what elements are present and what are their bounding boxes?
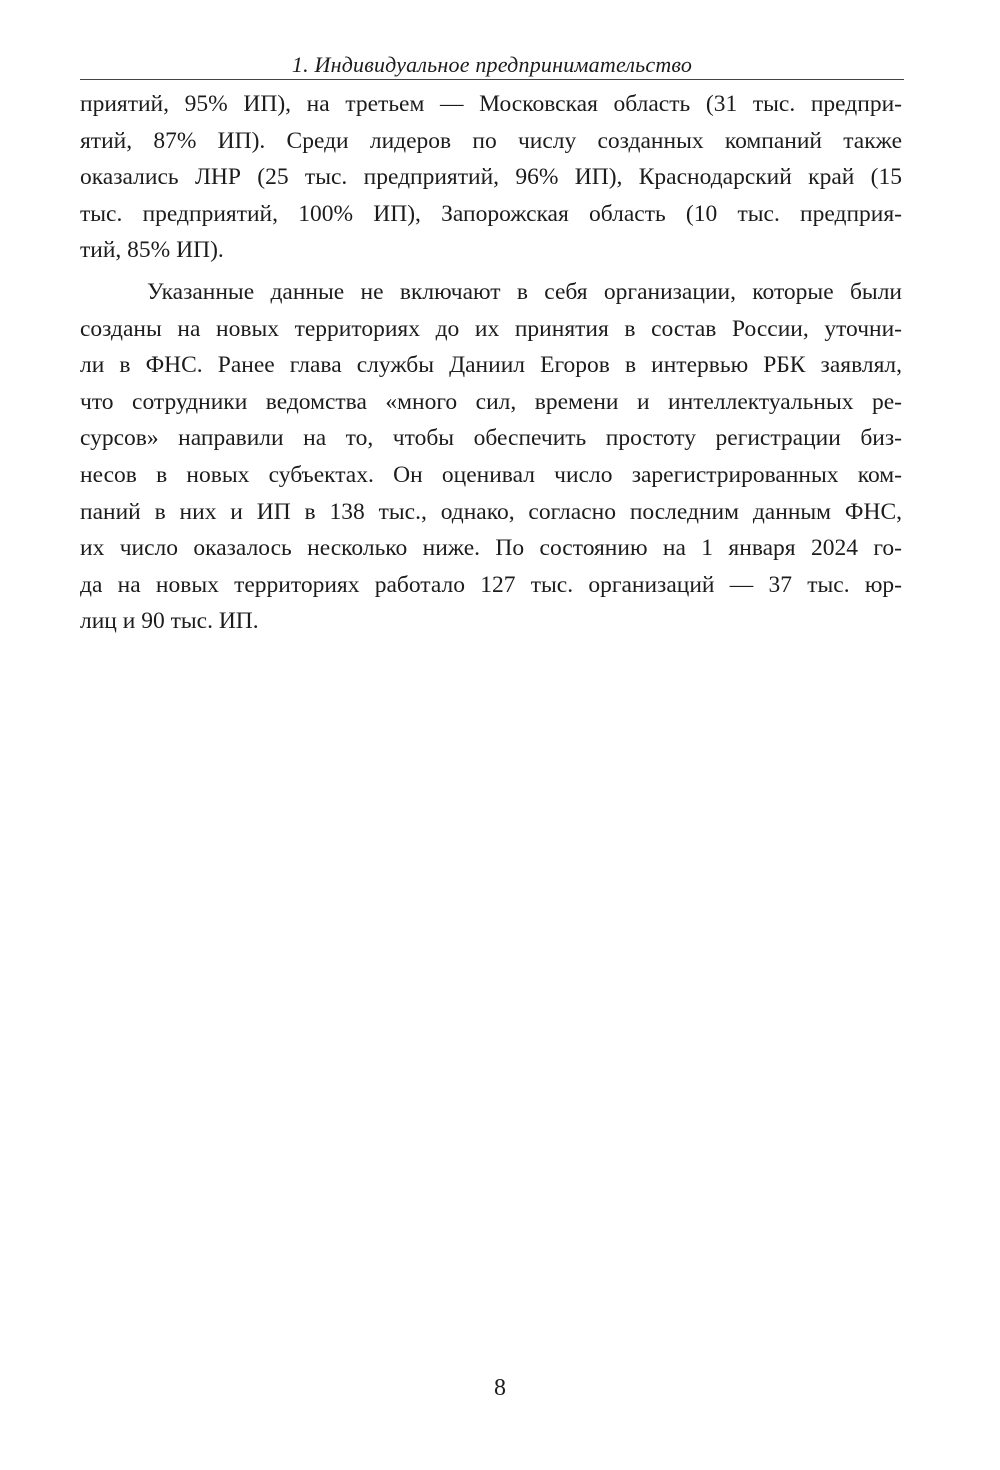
paragraph-2 — [80, 274, 902, 640]
text-line: что сотрудники ведомства «много сил, времени и интеллектуальных ре- — [80, 388, 902, 415]
text-line: ли в ФНС. Ранее глава службы Даниил Егоров в интервью РБК заявлял, — [80, 352, 902, 379]
header-rule — [80, 79, 904, 80]
text-line: тий, 85% ИП). — [80, 237, 224, 264]
text-line: паний в них и ИП в 138 тыс., однако, согласно последним данным ФНС, — [80, 498, 902, 525]
text-line: приятий, 95% ИП), на третьем — Московская область (31 тыс. предпри- — [80, 91, 902, 117]
page-header — [80, 50, 904, 84]
text-line: сурсов» направили на то, чтобы обеспечить простоту регистрации биз- — [80, 425, 902, 452]
text-line: оказались ЛНР (25 тыс. предприятий, 96% ИП), Краснодарский край (15 — [80, 164, 902, 191]
text-line: их число оказалось несколько ниже. По состоянию на 1 января 2024 го- — [80, 535, 902, 562]
text-line: да на новых территориях работало 127 тыс. организаций — 37 тыс. юр- — [80, 571, 902, 598]
paragraph-1 — [80, 86, 902, 269]
body-text — [80, 86, 902, 640]
page-number: 8 — [494, 1375, 506, 1401]
text-line: несов в новых субъектах. Он оценивал число зарегистрированных ком- — [80, 461, 902, 488]
running-head: 1. Индивидуальное предпринимательство — [291, 52, 693, 77]
text-line: Указанные данные не включают в себя организации, которые были — [147, 278, 902, 305]
text-line: ятий, 87% ИП). Среди лидеров по числу созданных компаний также — [80, 127, 902, 154]
text-line: тыс. предприятий, 100% ИП), Запорожская область (10 тыс. предприя- — [80, 200, 902, 227]
text-line: созданы на новых территориях до их принятия в состав России, уточни- — [80, 315, 902, 342]
text-line: лиц и 90 тыс. ИП. — [80, 608, 259, 635]
